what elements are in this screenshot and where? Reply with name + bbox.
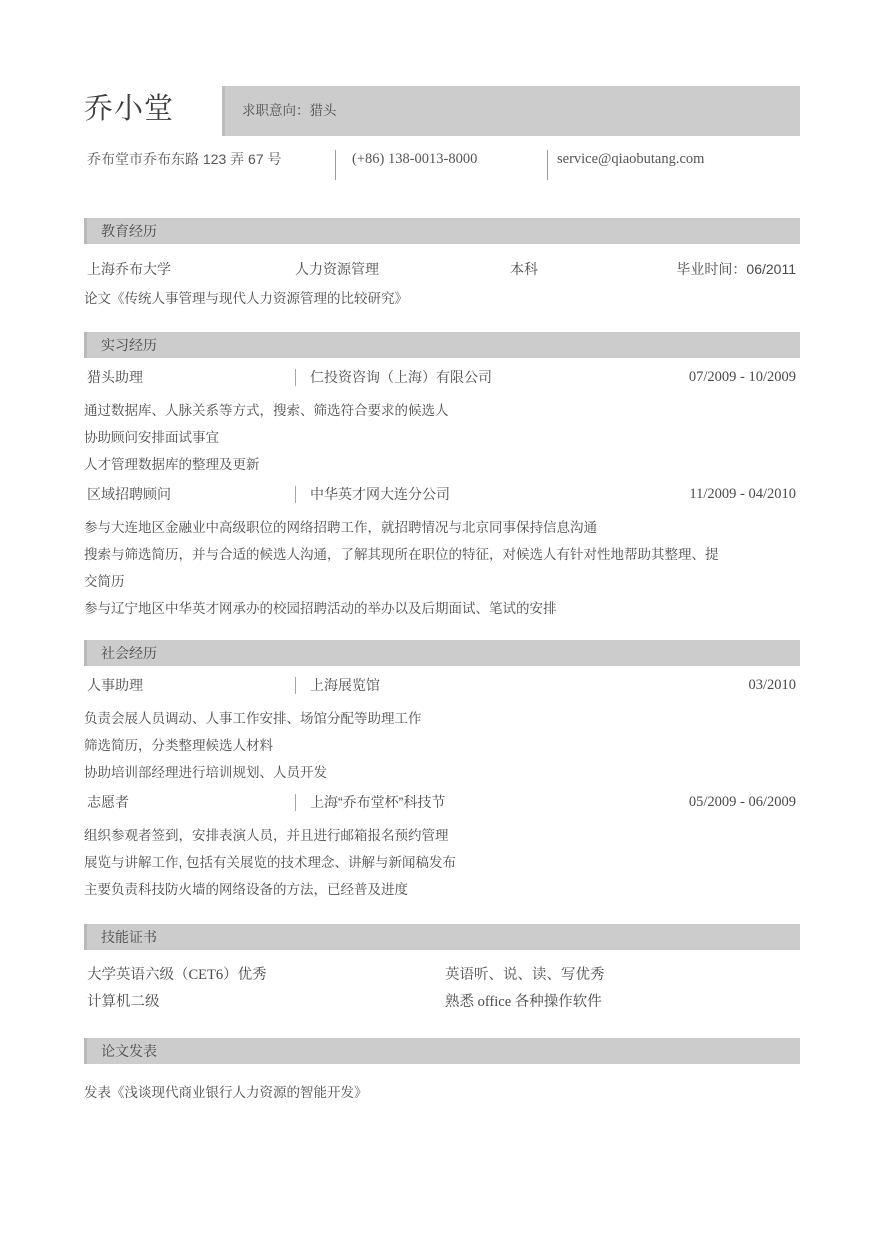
section-title-internship: 实习经历 xyxy=(101,337,157,353)
social-company-1: 上海“乔布堂杯”科技节 xyxy=(310,794,446,810)
skill-right-1: 熟悉 office 各种操作软件 xyxy=(445,994,602,1010)
social-bullet-0-0: 负责会展人员调动、人事工作安排、场馆分配等助理工作 xyxy=(84,711,422,726)
social-role-1: 志愿者 xyxy=(87,794,129,810)
social-period-1: 05/2009 - 06/2009 xyxy=(688,794,796,810)
education-school: 上海乔布大学 xyxy=(87,261,171,277)
skills-row-0 xyxy=(84,964,800,986)
section-title-education: 教育经历 xyxy=(101,223,157,239)
contact-row xyxy=(84,148,800,196)
internship-bullet-0-2: 人才管理数据库的整理及更新 xyxy=(84,457,260,472)
internship-period-1: 11/2009 - 04/2010 xyxy=(689,486,796,502)
internship-company-0: 仁投资咨询（上海）有限公司 xyxy=(310,369,492,385)
contact-divider-2 xyxy=(547,150,548,180)
internship-bullet-1-1: 搜索与筛选简历，并与合适的候选人沟通，了解其现所在职位的特征，对候选人有针对性地帮助其整理、提交简历 xyxy=(84,547,719,589)
internship-bullet-0-0: 通过数据库、人脉关系等方式，搜索、筛选符合要求的候选人 xyxy=(84,403,449,418)
skill-left-0: 大学英语六级（CET6）优秀 xyxy=(87,967,267,983)
education-major: 人力资源管理 xyxy=(295,261,379,277)
social-bullet-0-1: 筛选简历，分类整理候选人材料 xyxy=(84,738,273,753)
candidate-name: 乔小堂 xyxy=(84,93,175,125)
social-divider-0 xyxy=(295,677,296,694)
job-objective-bar xyxy=(222,86,800,136)
section-header-social xyxy=(84,640,800,666)
job-objective-label: 求职意向：猎头 xyxy=(242,103,337,118)
education-thesis: 论文《传统人事管理与现代人力资源管理的比较研究》 xyxy=(84,291,408,306)
social-bullet-0-2: 协助培训部经理进行培训规划、人员开发 xyxy=(84,765,327,780)
section-title-social: 社会经历 xyxy=(101,645,157,661)
internship-divider-0 xyxy=(295,369,296,386)
internship-divider-1 xyxy=(295,486,296,503)
social-role-0: 人事助理 xyxy=(87,677,143,693)
education-degree: 本科 xyxy=(510,261,538,277)
contact-address: 乔布堂市乔布东路 123 弄 67 号 xyxy=(87,151,282,167)
skill-left-1: 计算机二级 xyxy=(87,994,160,1010)
internship-entry-header-0 xyxy=(84,366,800,388)
internship-role-0: 猎头助理 xyxy=(87,369,143,385)
internship-company-1: 中华英才网大连分公司 xyxy=(310,486,450,502)
education-row xyxy=(84,258,800,280)
internship-period-0: 07/2009 - 10/2009 xyxy=(688,369,796,385)
section-header-internship xyxy=(84,332,800,358)
contact-email: service@qiaobutang.com xyxy=(557,151,705,167)
social-period-0: 03/2010 xyxy=(748,677,796,693)
publication-item-0: 发表《浅谈现代商业银行人力资源的智能开发》 xyxy=(84,1085,368,1100)
section-title-publication: 论文发表 xyxy=(101,1043,157,1059)
section-header-skills xyxy=(84,924,800,950)
social-company-0: 上海展览馆 xyxy=(310,677,380,693)
social-bullet-1-0: 组织参观者签到，安排表演人员，并且进行邮箱报名预约管理 xyxy=(84,828,449,843)
section-header-publication xyxy=(84,1038,800,1064)
skills-row-1 xyxy=(84,991,800,1013)
social-bullet-1-1: 展览与讲解工作, 包括有关展览的技术理念、讲解与新闻稿发布 xyxy=(84,855,457,870)
contact-divider-1 xyxy=(335,150,336,180)
section-header-education xyxy=(84,218,800,244)
resume-header xyxy=(84,86,800,136)
social-entry-header-1 xyxy=(84,791,800,813)
contact-phone: (+86) 138-0013-8000 xyxy=(352,151,478,167)
social-entry-header-0 xyxy=(84,674,800,696)
social-bullet-1-2: 主要负责科技防火墙的网络设备的方法，已经普及进度 xyxy=(84,882,408,897)
section-title-skills: 技能证书 xyxy=(101,929,157,945)
education-graduation: 毕业时间：06/2011 xyxy=(676,261,796,277)
internship-entry-header-1 xyxy=(84,483,800,505)
internship-bullet-1-0: 参与大连地区金融业中高级职位的网络招聘工作，就招聘情况与北京同事保持信息沟通 xyxy=(84,520,597,535)
internship-role-1: 区域招聘顾问 xyxy=(87,486,171,502)
internship-bullet-1-2: 参与辽宁地区中华英才网承办的校园招聘活动的举办以及后期面试、笔试的安排 xyxy=(84,601,557,616)
social-divider-1 xyxy=(295,794,296,811)
skill-right-0: 英语听、说、读、写优秀 xyxy=(445,967,605,983)
internship-bullet-0-1: 协助顾问安排面试事宜 xyxy=(84,430,219,445)
